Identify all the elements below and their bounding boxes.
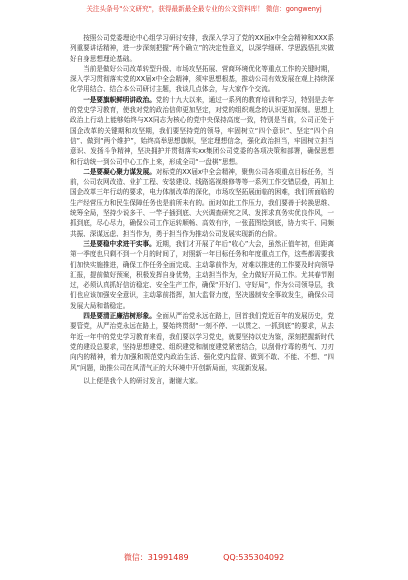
promo-banner: 关注头条号"公文研究"，获得最新最全最专业的公文资料库！ 微信：gongwenyj [86, 5, 322, 13]
section-paragraph-1 [70, 95, 334, 167]
section-heading-4: 四是要清正廉洁树形象。 [83, 312, 156, 321]
section-text-1: 党的十九大以来，通过一系列的教育培训和学习，特别是去年的党史学习教育，使我对党的政治信仰更加坚定，对党的组织观念的认识更加深刻。思想上政治上行动上能够始终与XX同志为核心的党中央保持高度一致，特别是当前，公司正处于国企改革的关键期和攻坚期，我们要坚持党的领导，牢固树立“四个意识”、坚定“四个自信”、做到“两个维护”，始终高举思想旗帜，坚定理想信念，强化政治担当，牢固树立担当意识、发扬斗争精神，坚决拥护并贯彻落实xx集团公司党委的各项决策和部署，确保思想和行动统一到公司中心工作上来，形成全司“一盘棋”思想。 [70, 95, 335, 166]
section-heading-1: 一是要旗帜鲜明讲政治。 [83, 95, 156, 104]
section-text-4: 全面从严治党永远在路上，回首我们党近百年的发展历史，党要管党，从严治党永远在路上，要始终贯彻“一刻不停、一以贯之、一抓到底”的要求，从去年近一年中的党史学习教育来看，我们要以学习党史，就要坚持以史为鉴，深刻把握新时代党的建设总要求，坚持思想建党、组织建党和制度建党紧密结合，以刮骨疗毒的勇气、刀刃向内的精神，着力加强和规范党内政治生活、强化党内监督、做到不敢、不能、不想、“四风”问题，助推公司在风清气正的大环境中开创新局面，实现新发展。 [70, 312, 335, 372]
footer-qq: QQ:535304092 [223, 553, 285, 562]
intro-paragraph: 按照公司党委理论中心组学习研讨安排，我深入学习了党的XX届x中全会精神和XXX系列重要讲话精神，进一步深刻把握“两个确立”的决定性意义，以深学细研、学思践悟扎实做好自身思想理论基础。 [70, 34, 334, 63]
document-body [70, 33, 334, 386]
section-text-3: 近期，我们才开展了年后“收心”大会，虽然正值年初，但距离第一季度也只剩不到一个月的时间了，对照新一年目标任务和年度重点工作，这些都需要我们加快实施推进，确保工作任务全面完成、主动靠前作为，对难以推进的工作要及时向领导汇报，提前做好预案，积极发挥自身优势，主动担当作为，全力做好开局工作。尤其春节刚过，必须认真抓好信访稳定、安全生产工作，确保“开好门、守好局”，作为公司领导层，我们也应该加强安全意识，主动靠前指挥，加大监督力度，坚决遏制安全事故发生，确保公司发展大局和谐稳定。 [70, 239, 334, 310]
section-text-2: 对标党的XX届x中全会精神，聚焦公司各项重点目标任务，当前，公司农网改造、业扩工程、安装建设、线路巡视维修等等一系列工作交错层叠，再加上国企改革三年行动的要求，电力体制改革的深化，市场攻坚拓展面临的困难，我们所面临的生产经营压力和民生保障任务也是前所未有的。面对如此工作压力，我们要善于转换思维、统筹全局，坚持少说多干、一竿子插到底、大兴调查研究之风、发挥求真务实优良作风，一抓到底，尽心尽力，确保公司工作运转顺畅、高效有序，一张蓝图绘到底，协力实干、同频共振、深谋远虑、担当作为，勇于担当作为推动公司发展实现新的台阶。 [70, 167, 335, 238]
contact-footer [0, 553, 408, 563]
section-paragraph-4 [70, 311, 334, 373]
section-heading-3: 三是要稳中求进干实事。 [83, 239, 156, 248]
context-paragraph: 当前是做好公司改革转型升级、市场攻坚拓展、营商环境优化等重点工作的关键时期，深入学习贯彻落实党的XX届x中全会精神，须牢思想根基，推动公司有效发展在观上持续深化学用结合、结合本公司研讨主题，我谈几点体会，与大家作个交流。 [70, 64, 334, 94]
section-heading-2: 二是要凝心聚力谋发展。 [83, 167, 156, 176]
closing-paragraph: 以上便是我个人的研讨发言，谢谢大家。 [83, 376, 202, 385]
section-paragraph-2 [70, 167, 334, 239]
section-paragraph-3 [70, 239, 334, 311]
footer-wechat: 微信：31991489 [123, 553, 189, 562]
